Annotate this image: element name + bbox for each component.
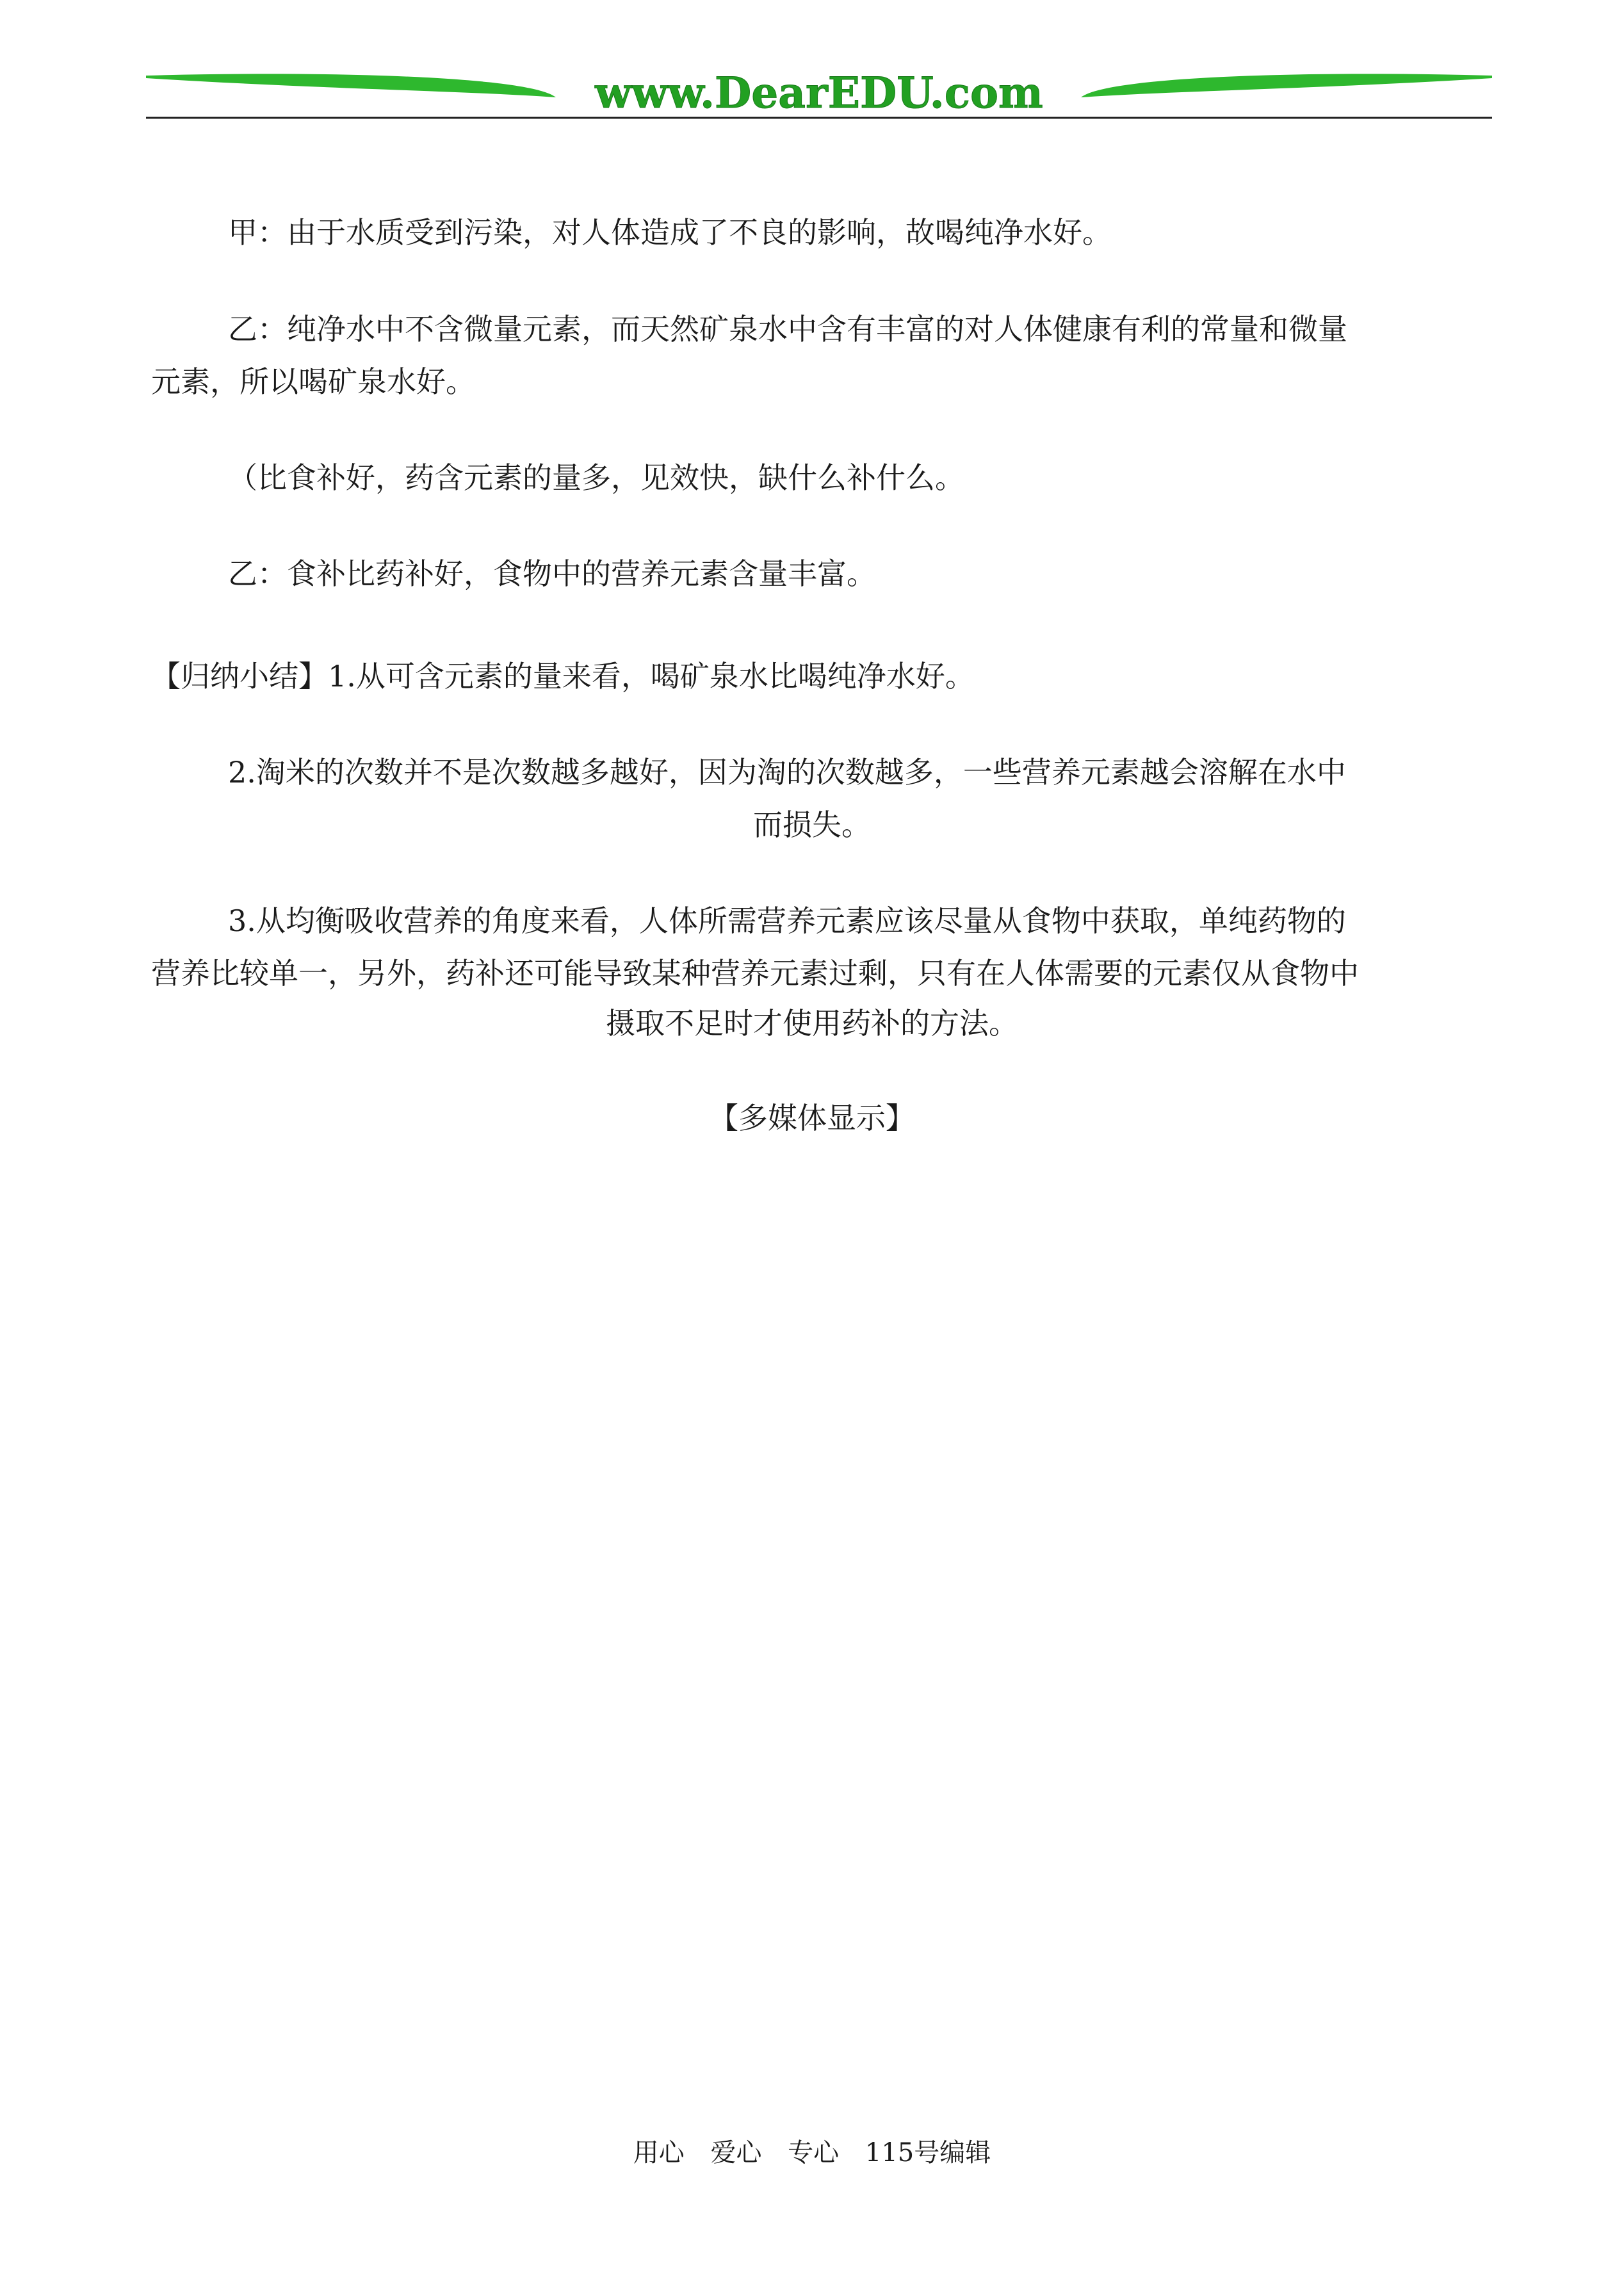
summary-item-3-line3: 摄取不足时才使用药补的方法。 (606, 1006, 1018, 1041)
footer-text-2: 爱心 (710, 2138, 762, 2168)
right-swoosh-shape (1081, 74, 1492, 97)
site-logo-text: www.DearEDU.com (595, 68, 1043, 118)
multimedia-heading: 【多媒体显示】 (709, 1101, 915, 1135)
footer-text-1: 用心 (633, 2138, 685, 2168)
paragraph-yi-line1: 乙：纯净水中不含微量元素，而天然矿泉水中含有丰富的对人体健康有利的常量和微量 (228, 312, 1347, 346)
summary-item-1: 【归纳小结】1.从可含元素的量来看，喝矿泉水比喝纯净水好。 (151, 659, 975, 693)
summary-item-2-line2: 而损失。 (753, 807, 871, 842)
summary-item-3-line1: 3.从均衡吸收营养的角度来看，人体所需营养元素应该尽量从食物中获取，单纯药物的 (228, 904, 1346, 938)
site-header-banner (146, 64, 1492, 122)
summary-item-2-line1: 2.淘米的次数并不是次数越多越好，因为淘的次数越多，一些营养元素越会溶解在水中 (228, 755, 1346, 790)
paragraph-supplement: （比食补好，药含元素的量多，见效快，缺什么补什么。 (228, 460, 964, 495)
header-swoosh-graphic (146, 64, 1492, 122)
footer-text-3: 专心 (788, 2138, 840, 2168)
footer-text-4: 115号编辑 (865, 2138, 991, 2168)
paragraph-yi-food: 乙：食补比药补好，食物中的营养元素含量丰富。 (228, 556, 876, 591)
paragraph-yi-line2: 元素，所以喝矿泉水好。 (151, 364, 475, 399)
paragraph-jia: 甲：由于水质受到污染，对人体造成了不良的影响，故喝纯净水好。 (228, 215, 1112, 250)
summary-item-3-line2: 营养比较单一，另外，药补还可能导致某种营养元素过剩，只有在人体需要的元素仅从食物中 (151, 956, 1359, 991)
left-swoosh-shape (146, 74, 556, 97)
page-footer (0, 2134, 1624, 2172)
